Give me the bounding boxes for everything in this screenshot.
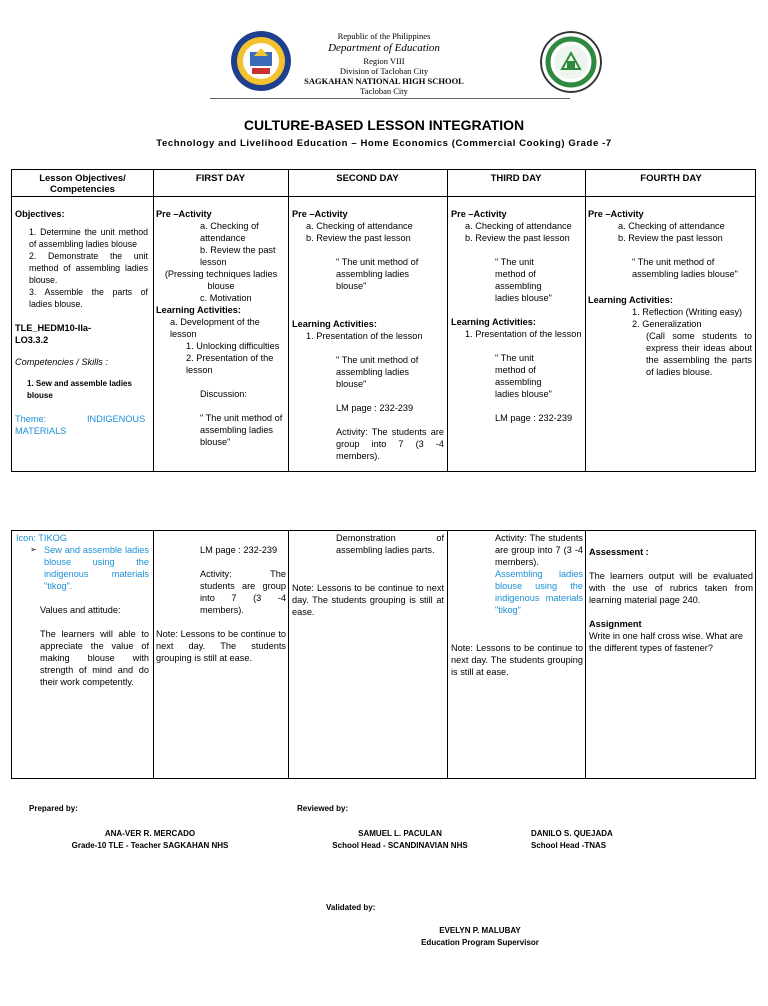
arrow-bullet-icon: ➢ xyxy=(30,545,37,554)
preparer-name: ANA-VER R. MERCADO xyxy=(104,829,196,838)
objective-1: 1. Determine the unit method of assembling ladies blouse xyxy=(29,227,148,249)
reviewed-by-label: Reviewed by: xyxy=(297,804,349,813)
t2-bullet-row xyxy=(16,544,149,592)
day2-quote-1: " The unit method of assembling ladies blouse" xyxy=(336,257,419,291)
header-republic: Republic of the Philippines xyxy=(337,31,431,41)
day1-pre-activity: Pre –Activity xyxy=(156,209,212,219)
objectives-cell xyxy=(15,208,148,439)
icon-tikog: Icon: TIKOG xyxy=(16,533,67,543)
day3-item-a: a. Checking of attendance xyxy=(465,221,572,231)
day4-learning-activities: Learning Activities: xyxy=(588,295,673,305)
competencies-label: Competencies / Skills : xyxy=(15,357,108,367)
day1-la-a: a. Development of the lesson xyxy=(170,317,260,339)
lesson-table-2 xyxy=(11,530,756,779)
values-text: The learners will able to appreciate the value of making blouse with strength of mind and do their work competently. xyxy=(40,629,149,687)
day3-learning-activities: Learning Activities: xyxy=(451,317,536,327)
day3-quote-2: " The unit method of assembling ladies blouse" xyxy=(495,353,552,399)
day3-item-b: b. Review the past lesson xyxy=(465,233,570,243)
day4-cell xyxy=(588,208,752,378)
t2-day2-demo: Demonstration of assembling ladies parts. xyxy=(336,533,444,555)
header-second-day: SECOND DAY xyxy=(336,173,399,184)
reviewer-2-name: DANILO S. QUEJADA xyxy=(531,829,613,838)
day3-lm-page: LM page : 232-239 xyxy=(495,413,573,423)
day4-quote-1: " The unit method of assembling ladies blouse" xyxy=(632,257,738,279)
t2-day3-activity: Activity: The students are group into 7 (3 -4 members). xyxy=(495,533,583,567)
header-divider xyxy=(210,98,570,99)
day1-item-c: c. Motivation xyxy=(200,293,252,303)
reviewer-2-role: School Head -TNAS xyxy=(531,841,607,850)
day3-pre-activity: Pre –Activity xyxy=(451,209,507,219)
page-title: CULTURE-BASED LESSON INTEGRATION xyxy=(243,117,525,133)
assignment-text: Write in one half cross wise. What are the different types of fastener? xyxy=(589,631,744,653)
objective-2: 2. Demonstrate the unit method of assembling ladies blouse. xyxy=(29,251,148,285)
t2-day3-cell xyxy=(451,532,583,678)
t2-day4-cell xyxy=(589,546,753,654)
day2-pre-activity: Pre –Activity xyxy=(292,209,348,219)
validated-by-label: Validated by: xyxy=(326,903,376,912)
header-first-day: FIRST DAY xyxy=(195,173,246,184)
day3-quote-1: " The unit method of assembling ladies blouse" xyxy=(495,257,552,303)
lesson-table-1 xyxy=(11,169,756,472)
day2-item-a: a. Checking of attendance xyxy=(306,221,413,231)
theme xyxy=(15,413,148,439)
t2-day1-note: Note: Lessons to be continue to next day. The students grouping is still at ease. xyxy=(156,629,286,663)
day1-item-a: a. Checking of attendance xyxy=(200,221,259,243)
theme-label: Theme: xyxy=(15,414,47,424)
day4-la-1: 1. Reflection (Writing easy) xyxy=(632,307,743,317)
t2-day1-lm-page: LM page : 232-239 xyxy=(200,545,278,555)
validator-role: Education Program Supervisor xyxy=(421,938,539,947)
t2-day1-activity: Activity: The students are group into 7 (3 -4 members). xyxy=(200,569,286,615)
day1-la-2: 2. Presentation of the lesson xyxy=(186,353,274,375)
day1-cell xyxy=(156,208,286,448)
header-city: Tacloban City xyxy=(360,86,408,96)
day2-lm-page: LM page : 232-239 xyxy=(336,403,414,413)
day2-la-1: 1. Presentation of the lesson xyxy=(306,331,423,341)
reviewer-1-name: SAMUEL L. PACULAN xyxy=(358,829,442,838)
day1-learning-activities: Learning Activities: xyxy=(156,305,241,315)
day2-learning-activities: Learning Activities: xyxy=(292,319,377,329)
t2-day2-cell xyxy=(292,532,444,618)
day4-la-2: 2. Generalization xyxy=(632,319,702,329)
skill-1: 1. Sew and assemble ladies blouse xyxy=(27,379,132,400)
t2-bullet-text: Sew and assemble ladies blouse using the indigenous materials "tikog". xyxy=(44,545,149,591)
day4-item-b: b. Review the past lesson xyxy=(618,233,723,243)
day1-quote: " The unit method of assembling ladies blouse" xyxy=(200,413,283,447)
reviewer-1-role: School Head - SCANDINAVIAN NHS xyxy=(332,841,468,850)
day2-cell xyxy=(292,208,444,462)
assessment-text: The learners output will be evaluated with the use of rubrics taken from learning material page 240. xyxy=(589,571,753,605)
assignment-label: Assignment xyxy=(589,619,642,629)
day1-pressing: (Pressing techniques ladies blouse xyxy=(164,269,278,291)
t2-day2-note: Note: Lessons to be continue to next day. The students grouping is still at ease. xyxy=(292,583,444,617)
day4-pre-activity: Pre –Activity xyxy=(588,209,644,219)
t2-day3-assemble: Assembling ladies blouse using the indigenous materials "tikog" xyxy=(495,569,583,615)
page-subtitle: Technology and Livelihood Education – Home Economics (Commercial Cooking) Grade -7 xyxy=(156,138,612,149)
theme-value: INDIGENOUS MATERIALS xyxy=(15,414,146,436)
day1-item-b: b. Review the past lesson xyxy=(200,245,276,267)
objectives-label: Objectives: xyxy=(15,209,65,219)
header-fourth-day: FOURTH DAY xyxy=(640,173,702,184)
t2-day1-cell xyxy=(156,544,286,664)
header-region: Region VIII xyxy=(363,56,405,66)
t2-day3-note: Note: Lessons to be continue to next day. The students grouping is still at ease. xyxy=(451,643,583,677)
day4-generalization-text: (Call some students to express their ideas about the assembling the parts of ladies blouse. xyxy=(646,331,752,377)
header-division: Division of Tacloban City xyxy=(339,66,429,76)
day3-la-1: 1. Presentation of the lesson xyxy=(465,329,582,339)
day1-la-1: 1. Unlocking difficulties xyxy=(186,341,280,351)
values-label: Values and attitude: xyxy=(40,605,121,615)
day2-item-b: b. Review the past lesson xyxy=(306,233,411,243)
validator-name: EVELYN P. MALUBAY xyxy=(439,926,521,935)
assessment-label: Assessment : xyxy=(589,547,649,557)
preparer-role: Grade-10 TLE - Teacher SAGKAHAN NHS xyxy=(71,841,229,850)
prepared-by-label: Prepared by: xyxy=(29,804,78,813)
day2-activity: Activity: The students are group into 7 (3 -4 members). xyxy=(336,427,444,461)
day2-quote-2: " The unit method of assembling ladies blouse" xyxy=(336,355,419,389)
day4-item-a: a. Checking of attendance xyxy=(618,221,725,231)
header-third-day: THIRD DAY xyxy=(490,173,542,184)
header-objectives: Lesson Objectives/ Competencies xyxy=(39,173,126,195)
day3-cell xyxy=(451,208,583,424)
objective-3: 3. Assemble the parts of ladies blouse. xyxy=(29,287,148,309)
day1-discussion: Discussion: xyxy=(200,389,247,399)
competency-code: TLE_HEDM10-IIa-LO3.3.2 xyxy=(15,323,92,345)
t2-col1-cell xyxy=(16,532,149,688)
header-school: SAGKAHAN NATIONAL HIGH SCHOOL xyxy=(304,76,464,86)
header-department: Department of Education xyxy=(328,42,440,54)
